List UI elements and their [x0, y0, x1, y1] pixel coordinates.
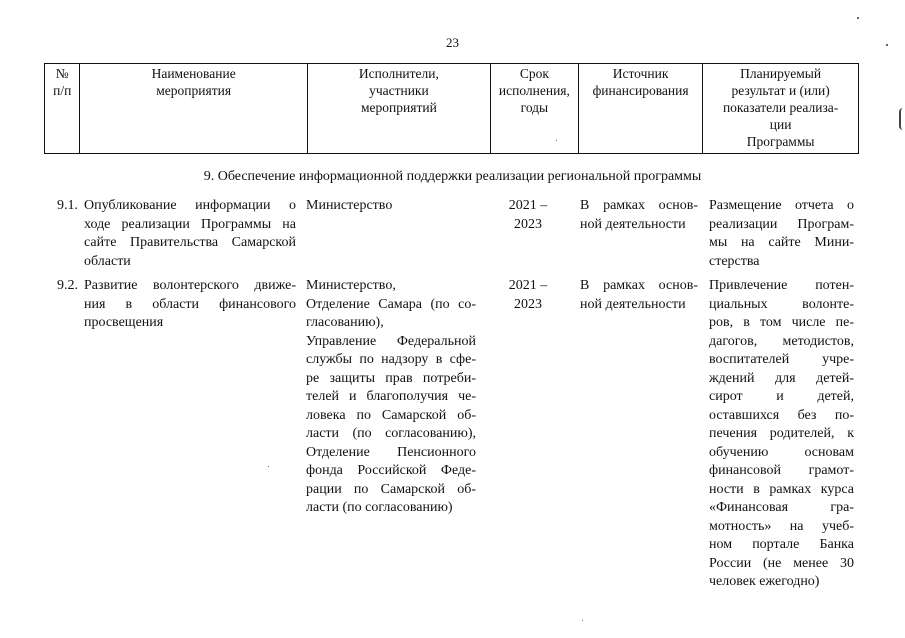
cell-text-line: Министерство, [306, 278, 396, 293]
header-text-line: результат и (или) [731, 83, 830, 98]
cell-text-line: стерства [709, 253, 760, 269]
header-text-line: Срок [519, 66, 549, 81]
cell-text-line: 2021 – [508, 198, 548, 213]
cell-text-line: ной деятельности [580, 296, 686, 312]
cell-text-line: Управление Федеральной [306, 333, 476, 349]
header-name [80, 64, 308, 154]
cell-text-line: циальных волонте- [709, 296, 854, 312]
cell-text-line: области [84, 253, 131, 269]
cell-text-line: ловека по Самарской об- [306, 407, 476, 423]
header-text-line: Источник [612, 66, 669, 81]
header-text-line: Наименование [151, 66, 236, 81]
section-title: 9. Обеспечение информационной поддержки реализации региональной программы [203, 169, 702, 184]
scan-speck [857, 17, 859, 19]
cell-text-line: телей и благополучия че- [306, 389, 476, 404]
cell-text-line: просвещения [84, 315, 164, 330]
cell-text-line: В рамках основ- [580, 278, 698, 293]
header-text-line: ции [769, 117, 792, 132]
scan-speck [582, 620, 583, 621]
cell-text-line: ходе реализации Программы на [84, 216, 296, 232]
header-text-line: финансирования [592, 83, 689, 98]
cell-text-line: человек ежегодно) [709, 574, 820, 589]
cell-text-line: воспитателей учре- [709, 352, 854, 367]
scan-speck [886, 44, 888, 46]
page-number: 23 [446, 35, 459, 50]
header-text-line: мероприятия [156, 83, 232, 98]
cell-text-line: Отделение Пенсионного [306, 444, 476, 460]
cell-text-line: Опубликование информации о [84, 198, 296, 213]
row-executors [306, 277, 476, 518]
header-text-line: Программы [746, 134, 815, 149]
cell-text-line: ре защиты прав потреби- [306, 370, 476, 386]
cell-text-line: ласти (по согласованию), [306, 426, 476, 441]
cell-text-line: Министерство [306, 198, 393, 213]
scan-speck [268, 466, 269, 467]
scan-speck [556, 140, 557, 141]
cell-text-line: сайте Правительства Самарской [84, 235, 296, 250]
cell-text-line: печения родителей, к [709, 426, 854, 441]
header-executors [307, 64, 490, 154]
cell-text-line: фонда Российской Феде- [306, 463, 476, 478]
cell-text-line: ния в области финансового [84, 296, 296, 312]
header-text-line: годы [520, 100, 549, 115]
cell-text-line: сирот и детей, [709, 389, 854, 404]
row-result [709, 277, 854, 592]
scan-edge-mark [899, 108, 905, 130]
row-executors [306, 197, 476, 216]
header-source [578, 64, 702, 154]
header-number [45, 64, 80, 154]
cell-text-line: ров, в том числе пе- [709, 315, 854, 330]
cell-text-line: обучению основам [709, 444, 854, 460]
row-period [494, 277, 562, 314]
cell-text-line: ном портале Банка [709, 537, 854, 552]
cell-text-line: оставшихся без по- [709, 407, 854, 423]
row-name [84, 277, 296, 333]
row-source [580, 277, 698, 314]
cell-text-line: «Финансовая гра- [709, 500, 854, 515]
cell-text-line: Развитие волонтерского движе- [84, 278, 296, 293]
cell-text-line: Привлечение потен- [709, 278, 854, 293]
cell-text-line: ждений для детей- [709, 370, 854, 386]
cell-text-line: 2023 [514, 216, 542, 232]
header-result [703, 64, 859, 154]
table-header [44, 63, 859, 154]
row-result [709, 197, 854, 271]
header-text-line: № [55, 66, 69, 81]
cell-text-line: реализации Програм- [709, 216, 854, 232]
cell-text-line: дагогов, методистов, [709, 333, 854, 349]
header-period [490, 64, 578, 154]
header-text-line: Планируемый [740, 66, 822, 81]
header-text-line: мероприятий [361, 100, 437, 115]
cell-text-line: рации по Самарской об- [306, 481, 476, 497]
cell-text-line: службы по надзору в сфе- [306, 352, 476, 367]
cell-text-line: Отделение Самара (по со- [306, 296, 476, 312]
row-name [84, 197, 296, 271]
cell-text-line: ной деятельности [580, 216, 686, 232]
header-text-line: исполнения, [498, 83, 570, 98]
header-text-line: Исполнители, [358, 66, 439, 81]
row-period [494, 197, 562, 234]
cell-text-line: Размещение отчета о [709, 198, 854, 213]
header-text-line: участники [369, 83, 429, 98]
cell-text-line: 2021 – [508, 278, 548, 293]
cell-text-line: мы на сайте Мини- [709, 235, 854, 250]
cell-text-line: гласованию), [306, 315, 384, 330]
row-number: 9.1. [57, 198, 78, 213]
header-text-line: показатели реализа- [722, 100, 839, 115]
cell-text-line: мотность» на учеб- [709, 518, 854, 534]
row-source [580, 197, 698, 234]
header-text-line: п/п [53, 83, 72, 98]
cell-text-line: России (не менее 30 [709, 555, 854, 571]
cell-text-line: 2023 [514, 296, 542, 312]
cell-text-line: финансовой грамот- [709, 463, 854, 478]
cell-text-line: ласти (по согласованию) [306, 500, 453, 515]
row-number: 9.2. [57, 278, 78, 293]
cell-text-line: В рамках основ- [580, 198, 698, 213]
cell-text-line: ности в рамках курса [709, 481, 854, 497]
